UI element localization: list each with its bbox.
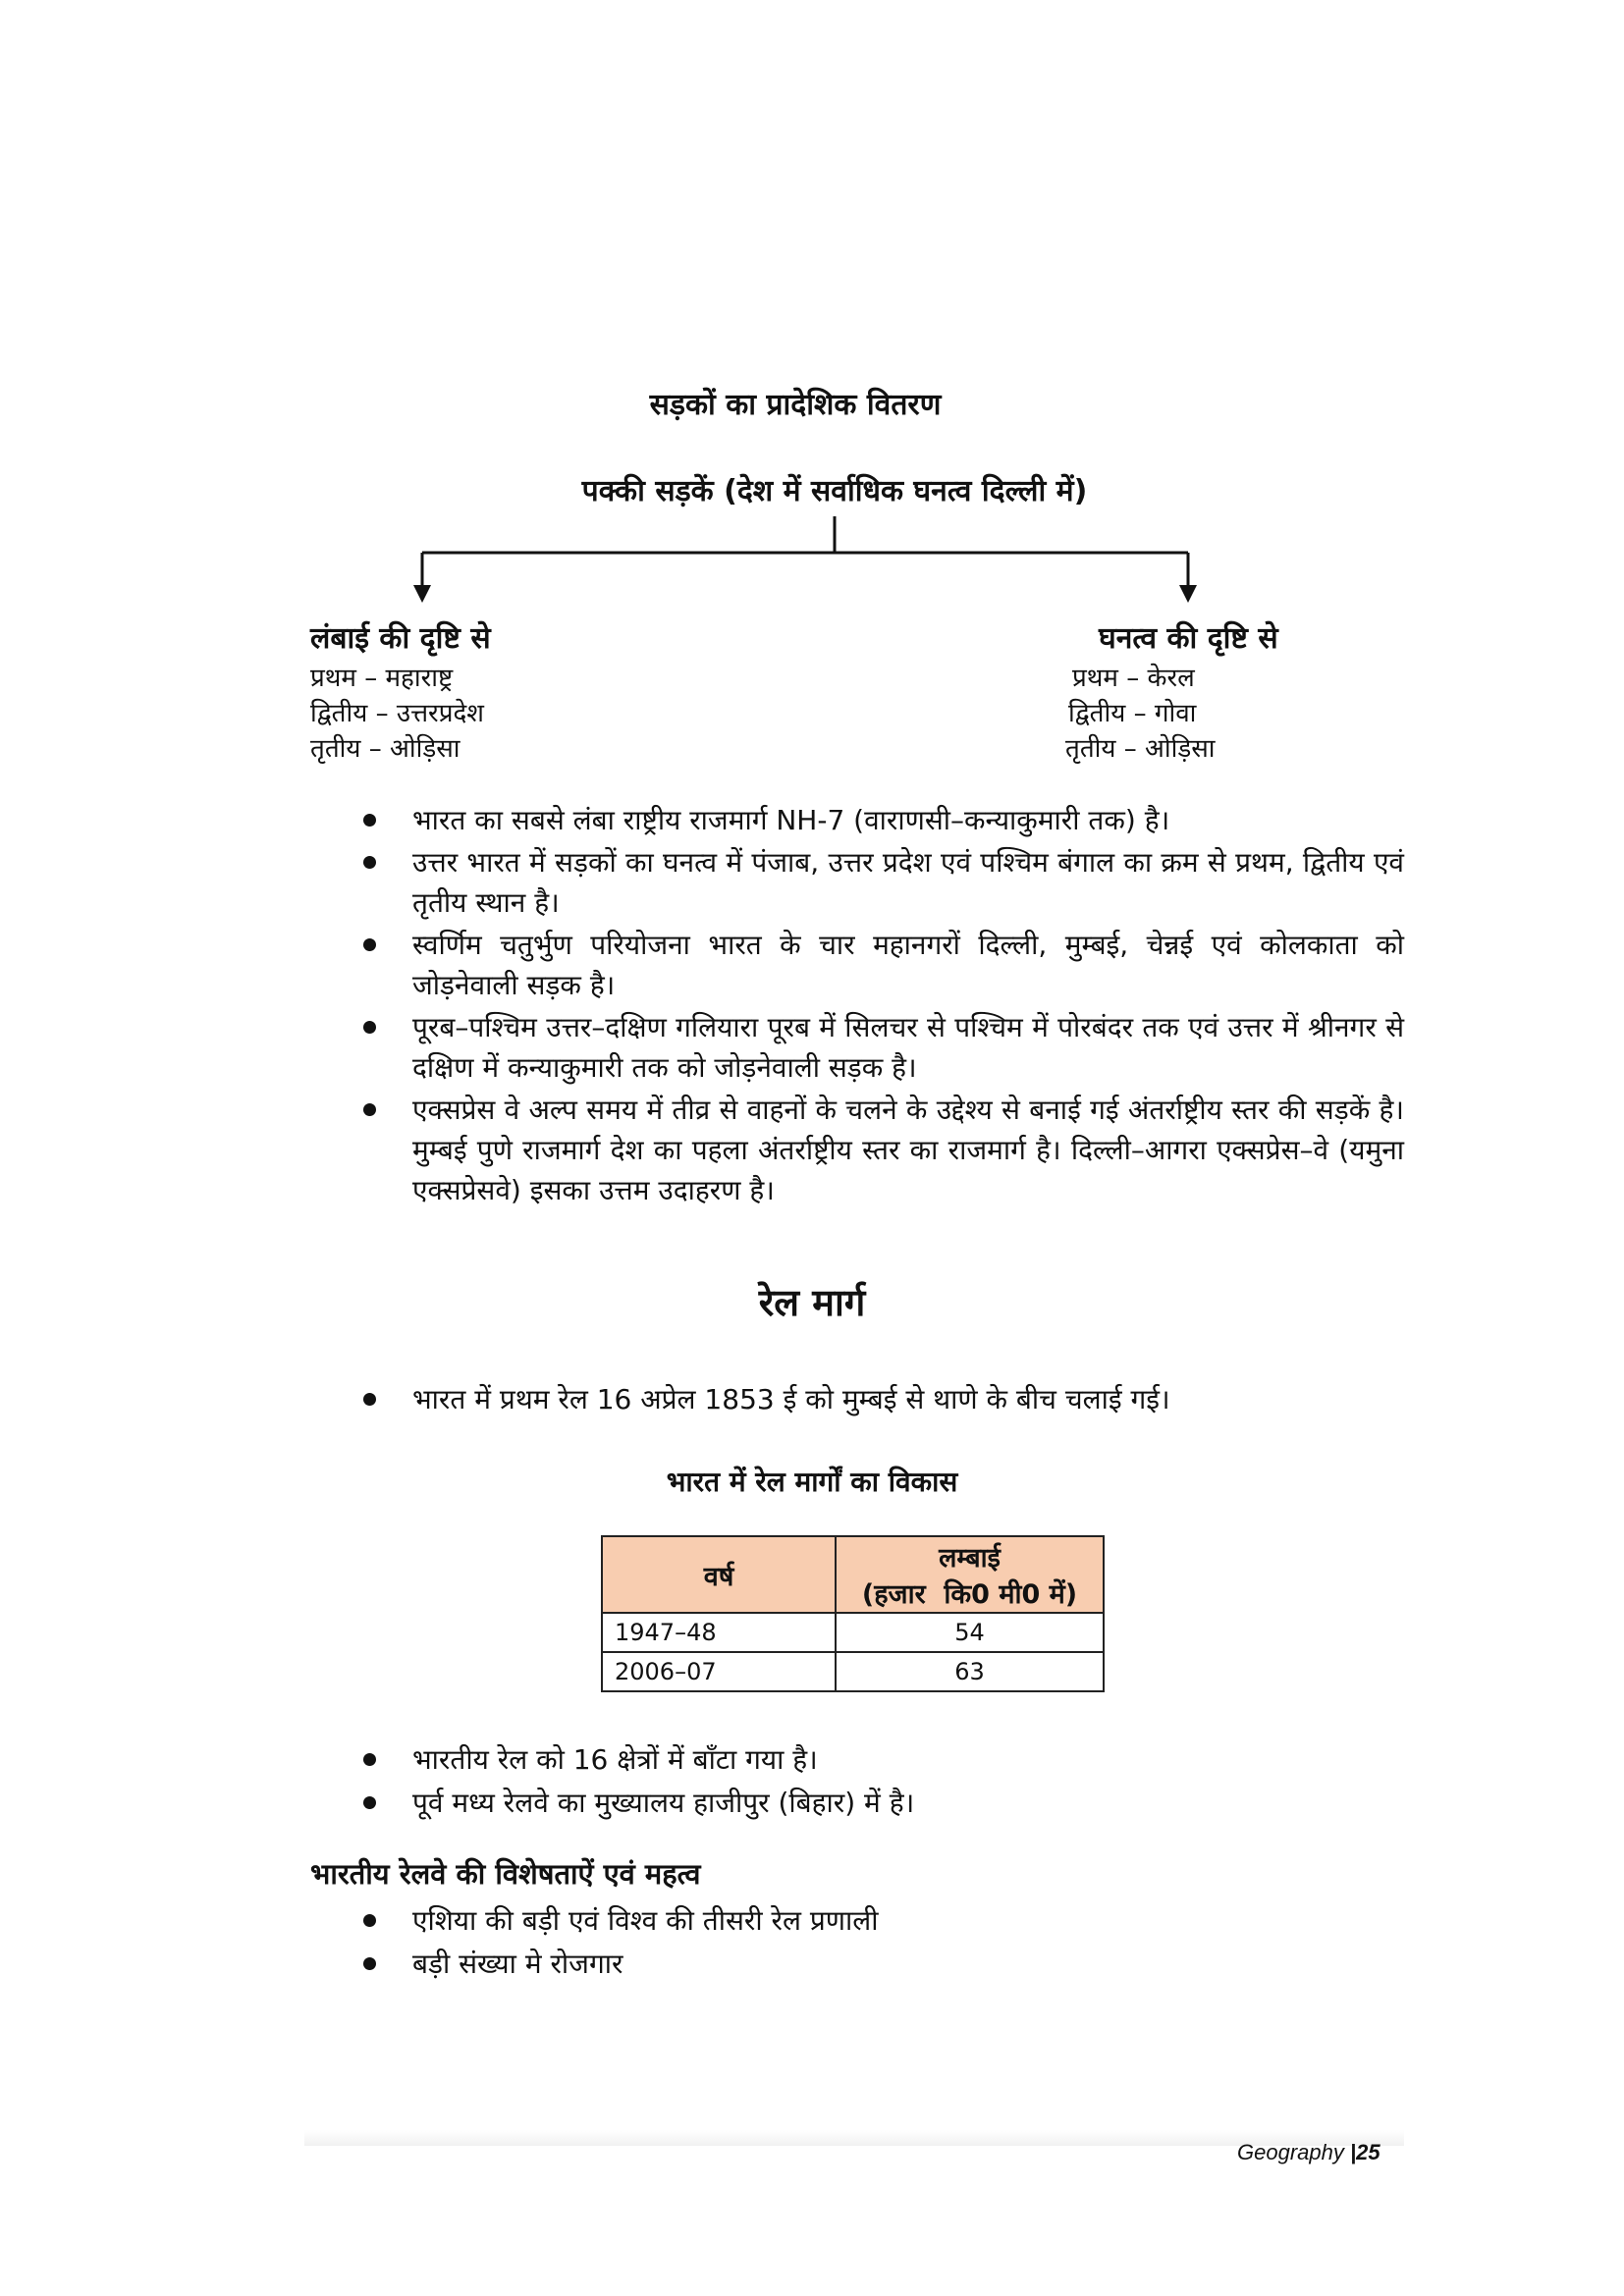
length-column-heading: लंबाई की दृष्टि से (310, 621, 491, 656)
bullet-icon (363, 1393, 376, 1406)
road-section-subtitle: पक्की सड़कें (देश में सर्वाधिक घनत्व दिल्ली में) (581, 474, 1088, 508)
year-column-header: वर्ष (602, 1536, 836, 1613)
bullet-icon (363, 1957, 376, 1970)
list-item (363, 800, 1404, 840)
length-cell: 63 (836, 1652, 1104, 1691)
list-item-text: भारत का सबसे लंबा राष्ट्रीय राजमार्ग NH-7 (वाराणसी–कन्याकुमारी तक) है। (412, 804, 1170, 836)
list-item-text: उत्तर भारत में सड़कों का घनत्व में पंजाब, उत्तर प्रदेश एवं पश्चिम बंगाल का क्रम से प्रथम, द्वितीय एवं तृतीय स्थान है। (412, 846, 1404, 919)
list-item (363, 925, 1404, 1005)
list-item (363, 1379, 1404, 1419)
length-rank-1: प्रथम – महाराष्ट्र (310, 664, 454, 693)
tree-left-arrowhead (413, 585, 431, 603)
bullet-icon (363, 1753, 376, 1766)
footer-subject: Geography (1237, 2140, 1350, 2164)
rail-length-table (601, 1535, 1105, 1692)
length-header-line-1: लम्बाई (939, 1543, 1001, 1574)
bullet-icon (363, 814, 376, 827)
density-rank-2: द्वितीय – गोवा (1068, 699, 1197, 728)
page-number: |25 (1349, 2140, 1380, 2164)
length-column-header (836, 1536, 1104, 1613)
rail-intro-list (363, 1379, 1404, 1419)
list-item (363, 1944, 1404, 1984)
length-rank-2: द्वितीय – उत्तरप्रदेश (310, 699, 484, 728)
page-footer (1237, 2140, 1380, 2165)
table-row (602, 1652, 1104, 1691)
rail-section-title: रेल मार्ग (758, 1281, 866, 1324)
rail-features-list (363, 1900, 1404, 1984)
length-header-line-2: (हजार कि0 मी0 में) (861, 1579, 1078, 1610)
list-item (363, 842, 1404, 923)
list-item-text: पूर्व मध्य रेलवे का मुख्यालय हाजीपुर (बिहार) में है। (412, 1787, 915, 1819)
list-item (363, 1900, 1404, 1941)
rail-table-title: भारत में रेल मार्गों का विकास (666, 1466, 958, 1498)
density-column-heading: घनत्व की दृष्टि से (1099, 621, 1278, 656)
bullet-icon (363, 1914, 376, 1927)
list-item-text: पूरब–पश्चिम उत्तर–दक्षिण गलियारा पूरब में सिलचर से पश्चिम में पोरबंदर तक एवं उत्तर में श्रीनगर से दक्षिण में कन्याकुमारी तक को जोड़नेवाली सड़क है। (412, 1011, 1404, 1084)
density-rank-1: प्रथम – केरल (1072, 664, 1195, 693)
rail-features-heading: भारतीय रेलवे की विशेषताऐं एवं महत्व (310, 1857, 701, 1891)
length-column (310, 616, 491, 767)
length-rank-3: तृतीय – ओड़िसा (310, 734, 460, 764)
list-item (363, 1783, 1404, 1823)
list-item-text: एक्सप्रेस वे अल्प समय में तीव्र से वाहनों के चलने के उद्देश्य से बनाई गई अंतर्राष्ट्रीय स्तर की सड़कें है। मुम्बई पुणे राजमार्ग देश का पहला अंतर्राष्ट्रीय स्तर का राजमार्ग है। दिल्ली–आगरा एक्सप्रेस–वे (यमुना एक्सप्रेसवे) इसका उत्तम उदाहरण है। (412, 1094, 1404, 1206)
road-facts-list (363, 800, 1404, 1210)
year-cell: 2006–07 (602, 1652, 836, 1691)
year-cell: 1947–48 (602, 1613, 836, 1652)
length-cell: 54 (836, 1613, 1104, 1652)
list-item-text: स्वर्णिम चतुर्भुण परियोजना भारत के चार महानगरों दिल्ली, मुम्बई, चेन्नई एवं कोलकाता को जोड़नेवाली सड़क है। (412, 929, 1404, 1001)
list-item-text: भारतीय रेल को 16 क्षेत्रों में बाँटा गया है। (412, 1743, 818, 1776)
density-column (1065, 616, 1278, 767)
list-item-text: भारत में प्रथम रेल 16 अप्रेल 1853 ई को मुम्बई से थाणे के बीच चलाई गई। (412, 1383, 1170, 1415)
list-item (363, 1007, 1404, 1088)
bullet-icon (363, 1103, 376, 1116)
list-item-text: एशिया की बड़ी एवं विश्व की तीसरी रेल प्रणाली (412, 1904, 879, 1937)
bullet-icon (363, 856, 376, 869)
bullet-icon (363, 1021, 376, 1034)
list-item (363, 1090, 1404, 1210)
list-item (363, 1739, 1404, 1780)
table-row (602, 1613, 1104, 1652)
rail-facts-list (363, 1739, 1404, 1823)
bullet-icon (363, 938, 376, 951)
density-rank-3: तृतीय – ओड़िसा (1065, 734, 1216, 764)
bullet-icon (363, 1796, 376, 1809)
tree-right-arrowhead (1179, 585, 1197, 603)
table-header-row (602, 1536, 1104, 1613)
road-section-title: सड़कों का प्रादेशिक वितरण (649, 388, 942, 422)
list-item-text: बड़ी संख्या मे रोजगार (412, 1948, 623, 1980)
